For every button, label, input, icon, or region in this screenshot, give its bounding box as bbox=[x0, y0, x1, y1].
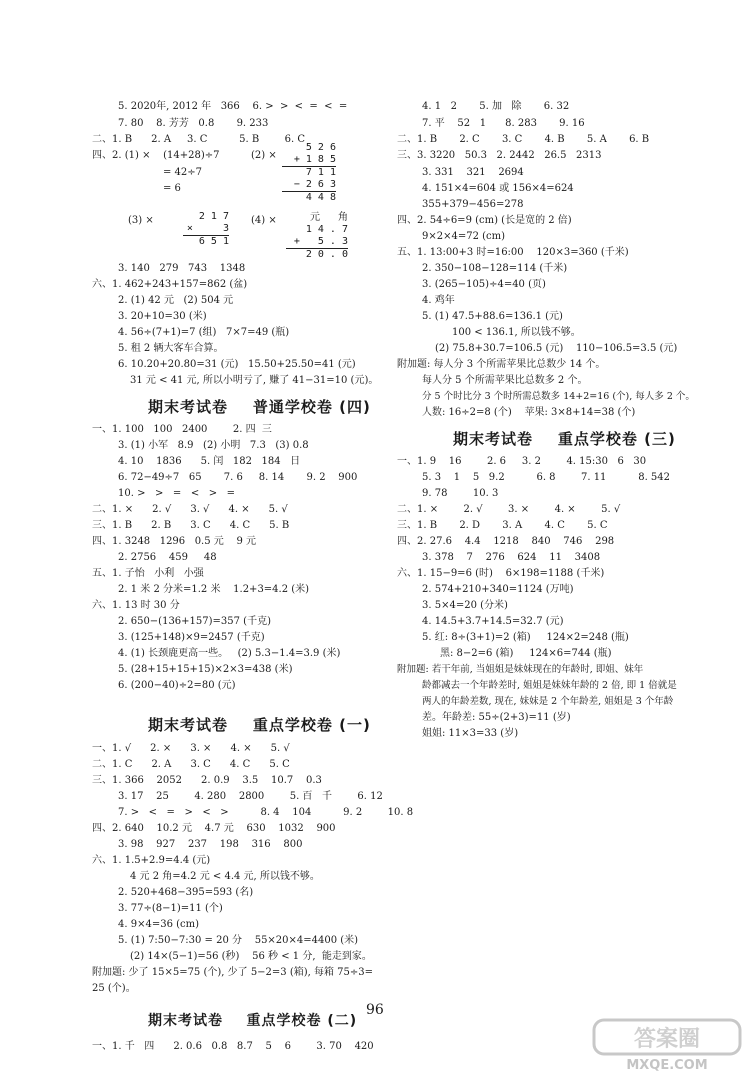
answer-line: 2. 350−108−128=114 (千米) bbox=[422, 263, 568, 274]
answer-line: 31 元 < 41 元, 所以小明亏了, 赚了 41−31=10 (元)。 bbox=[130, 375, 379, 386]
answer-line: 差。年龄差: 55÷(2+3)=11 (岁) bbox=[422, 712, 571, 723]
answer-line: 4. (1) 长颈鹿更高一些。 (2) 5.3−1.4=3.9 (米) bbox=[118, 648, 341, 659]
answer-line: 5. (1) 7:50−7:30 = 20 分 55×20×4=4400 (米) bbox=[118, 935, 359, 946]
answer-line: 二、1. × 2. √ 3. × 4. × 5. √ bbox=[397, 504, 621, 515]
section-heading: 期末考试卷 重点学校卷 (一) bbox=[148, 716, 371, 734]
answer-line: 两人的年龄差数, 现在, 妹妹是 2 个年龄差, 姐姐是 3 个年龄 bbox=[422, 696, 674, 707]
answer-line: 4. 9×4=36 (cm) bbox=[118, 919, 199, 930]
answer-line: 五、1. 13:00+3 时=16:00 120×3=360 (千米) bbox=[397, 247, 629, 258]
answer-line: 3. (125+148)×9=2457 (千克) bbox=[118, 632, 265, 643]
answer-line: 7. 平 52 1 8. 283 9. 16 bbox=[422, 118, 585, 129]
answer-line: 四、2. 640 10.2 元 4.7 元 630 1032 900 bbox=[92, 823, 336, 834]
answer-line: 3. (265−105)÷4=40 (页) bbox=[422, 279, 546, 290]
answer-line: 二、1. B 2. A 3. C 5. B 6. C bbox=[92, 134, 306, 145]
answer-line: 3. 140 279 743 1348 bbox=[118, 263, 246, 274]
answer-line: 3. 378 7 276 624 11 3408 bbox=[422, 552, 601, 563]
answer-line: 3. 331 321 2694 bbox=[422, 167, 524, 178]
answer-line: 三、1. B 2. D 3. A 4. C 5. C bbox=[397, 520, 608, 531]
answer-line: 4. 56÷(7+1)=7 (组) 7×7=49 (瓶) bbox=[118, 327, 290, 338]
answer-line: 四、2. 27.6 4.4 1218 840 746 298 bbox=[397, 536, 615, 547]
answer-line: 三、1. 366 2052 2. 0.9 3.5 10.7 0.3 bbox=[92, 775, 322, 786]
answer-line: 4. 鸡年 bbox=[422, 295, 455, 306]
vertical-calc-4: 元 角 1 4 . 7 + 5 . 3 2 0 . 0 bbox=[286, 212, 348, 261]
answer-line: (3) × bbox=[128, 215, 154, 226]
answer-line: 分 5 个时比分 3 个时所需总数多 14+2=16 (个), 每人多 2 个。 bbox=[422, 391, 695, 402]
answer-line: 6. (200−40)÷2=80 (元) bbox=[118, 680, 236, 691]
answer-line: 一、1. 千 四 2. 0.6 0.8 8.7 5 6 3. 70 420 bbox=[92, 1041, 374, 1052]
section-heading: 期末考试卷 普通学校卷 (四) bbox=[148, 398, 371, 416]
answer-line: 二、1. × 2. √ 3. √ 4. × 5. √ bbox=[92, 504, 288, 515]
answer-line: 四、1. 3248 1296 0.5 元 9 元 bbox=[92, 536, 257, 547]
answer-line: (2) 14×(5−1)=56 (秒) 56 秒 < 1 分, 能走到家。 bbox=[130, 951, 372, 962]
answer-line: 3. 20+10=30 (米) bbox=[118, 311, 207, 322]
answer-line: 5. 红: 8÷(3+1)=2 (箱) 124×2=248 (瓶) bbox=[422, 632, 629, 643]
answer-line: 6. 10.20+20.80=31 (元) 15.50+25.50=41 (元) bbox=[118, 359, 356, 370]
answer-line: 9. 78 10. 3 bbox=[422, 488, 499, 499]
answer-line: 355+379−456=278 bbox=[422, 199, 524, 210]
answer-line: 二、1. C 2. A 3. C 4. C 5. C bbox=[92, 759, 290, 770]
answer-line: 7. > < = > < > 8. 4 104 9. 2 10. 8 bbox=[118, 807, 414, 818]
answer-line: 2. 650−(136+157)=357 (千克) bbox=[118, 616, 271, 627]
answer-line: 4. 14.5+3.7+14.5=32.7 (元) bbox=[422, 616, 564, 627]
answer-line: 5. (1) 47.5+88.6=136.1 (元) bbox=[422, 311, 563, 322]
answer-line: = 42÷7 bbox=[163, 167, 203, 178]
answer-line: 3. 77÷(8−1)=11 (个) bbox=[118, 903, 223, 914]
answer-line: 5. 3 1 5 9.2 6. 8 7. 11 8. 542 bbox=[422, 472, 671, 483]
answer-line: 每人分 5 个所需苹果比总数多 2 个。 bbox=[422, 375, 588, 386]
answer-line: 100 < 136.1, 所以钱不够。 bbox=[452, 327, 581, 338]
answer-line: 5. 租 2 辆大客车合算。 bbox=[118, 343, 224, 354]
answer-line: 三、3. 3220 50.3 2. 2442 26.5 2313 bbox=[397, 150, 602, 161]
answer-line: 4. 1 2 5. 加 除 6. 32 bbox=[422, 101, 570, 112]
answer-line: 25 (个)。 bbox=[92, 983, 136, 994]
watermark-logo bbox=[592, 1016, 742, 1072]
answer-line: 附加题: 少了 15×5=75 (个), 少了 5−2=3 (箱), 每箱 75÷3= bbox=[92, 967, 374, 978]
answer-line: 4. 10 1836 5. 闰 182 184 日 bbox=[118, 456, 301, 467]
answer-line: (2) × bbox=[251, 150, 277, 161]
answer-line: 2. 520+468−395=593 (名) bbox=[118, 887, 254, 898]
answer-line: 3. 17 25 4. 280 2800 5. 百 千 6. 12 bbox=[118, 791, 383, 802]
answer-line: 六、1. 462+243+157=862 (盆) bbox=[92, 279, 248, 290]
answer-line: 4. 151×4=604 或 156×4=624 bbox=[422, 183, 574, 194]
svg-text:答案圈: 答案圈 bbox=[633, 1027, 701, 1052]
answer-line: 一、1. 100 100 2400 2. 四 三 bbox=[92, 424, 272, 435]
answer-line: 一、1. √ 2. × 3. × 4. × 5. √ bbox=[92, 743, 290, 754]
vertical-calc-2: 5 2 6 + 1 8 5 7 1 1 − 2 6 3 4 4 8 bbox=[282, 142, 336, 204]
answer-line: 5. 2020年, 2012 年 366 6. > > < = < = bbox=[118, 101, 348, 112]
answer-line: 姐姐: 11×3=33 (岁) bbox=[422, 728, 519, 739]
answer-line: 六、1. 1.5+2.9=4.4 (元) bbox=[92, 855, 211, 866]
answer-line: 六、1. 13 时 30 分 bbox=[92, 600, 180, 611]
answer-line: 10. > > = < > = bbox=[118, 488, 236, 499]
answer-line: 一、1. 9 16 2. 6 3. 2 4. 15:30 6 30 bbox=[397, 456, 647, 467]
answer-line: = 6 bbox=[163, 183, 181, 194]
section-heading: 期末考试卷 重点学校卷 (三) bbox=[453, 430, 676, 448]
answer-line: 五、1. 子怡 小利 小强 bbox=[92, 568, 204, 579]
answer-line: 附加题: 若干年前, 当姐姐是妹妹现在的年龄时, 即姐、妹年 bbox=[397, 664, 644, 675]
answer-line: 附加题: 每人分 3 个所需苹果比总数少 14 个。 bbox=[397, 359, 606, 370]
answer-line: 四、2. 54÷6=9 (cm) (长是宽的 2 倍) bbox=[397, 215, 572, 226]
answer-line: 龄都减去一个年龄差时, 姐姐是妹妹年龄的 2 倍, 即 1 倍就是 bbox=[422, 680, 677, 691]
answer-line: 9×2×4=72 (cm) bbox=[422, 231, 506, 242]
svg-text:MXQE.COM: MXQE.COM bbox=[626, 1058, 708, 1072]
answer-line: 2. 574+210+340=1124 (万吨) bbox=[422, 584, 574, 595]
answer-line: 2. (1) 42 元 (2) 504 元 bbox=[118, 295, 234, 306]
answer-line: 6. 72−49÷7 65 7. 6 8. 14 9. 2 900 bbox=[118, 472, 358, 483]
answer-line: 四、2. (1) × (14+28)÷7 bbox=[92, 150, 220, 161]
section-heading: 期末考试卷 重点学校卷 (二) bbox=[148, 1013, 358, 1029]
answer-line: 三、1. B 2. B 3. C 4. C 5. B bbox=[92, 520, 290, 531]
answer-line: 黑: 8−2=6 (箱) 124×6=744 (瓶) bbox=[440, 648, 612, 659]
answer-line: 2. 1 米 2 分米=1.2 米 1.2+3=4.2 (米) bbox=[118, 584, 310, 595]
vertical-calc-3: 2 1 7 × 3 6 5 1 bbox=[183, 211, 229, 248]
answer-line: 3. 98 927 237 198 316 800 bbox=[118, 839, 303, 850]
answer-line: (4) × bbox=[251, 215, 277, 226]
answer-line: 3. (1) 小军 8.9 (2) 小明 7.3 (3) 0.8 bbox=[118, 440, 309, 451]
answer-line: 5. (28+15+15+15)×2×3=438 (米) bbox=[118, 664, 293, 675]
answer-line: 六、1. 15−9=6 (时) 6×198=1188 (千米) bbox=[397, 568, 605, 579]
answer-line: 人数: 16÷2=8 (个) 苹果: 3×8+14=38 (个) bbox=[422, 407, 636, 418]
page-number: 96 bbox=[366, 1002, 384, 1018]
answer-line: 7. 80 8. 芳芳 0.8 9. 233 bbox=[118, 118, 269, 129]
answer-line: (2) 75.8+30.7=106.5 (元) 110−106.5=3.5 (元) bbox=[435, 343, 678, 354]
answer-line: 3. 5×4=20 (分米) bbox=[422, 600, 508, 611]
answer-line: 4 元 2 角=4.2 元 < 4.4 元, 所以钱不够。 bbox=[130, 871, 320, 882]
answer-line: 2. 2756 459 48 bbox=[118, 552, 217, 563]
answer-line: 二、1. B 2. C 3. C 4. B 5. A 6. B bbox=[397, 134, 650, 145]
